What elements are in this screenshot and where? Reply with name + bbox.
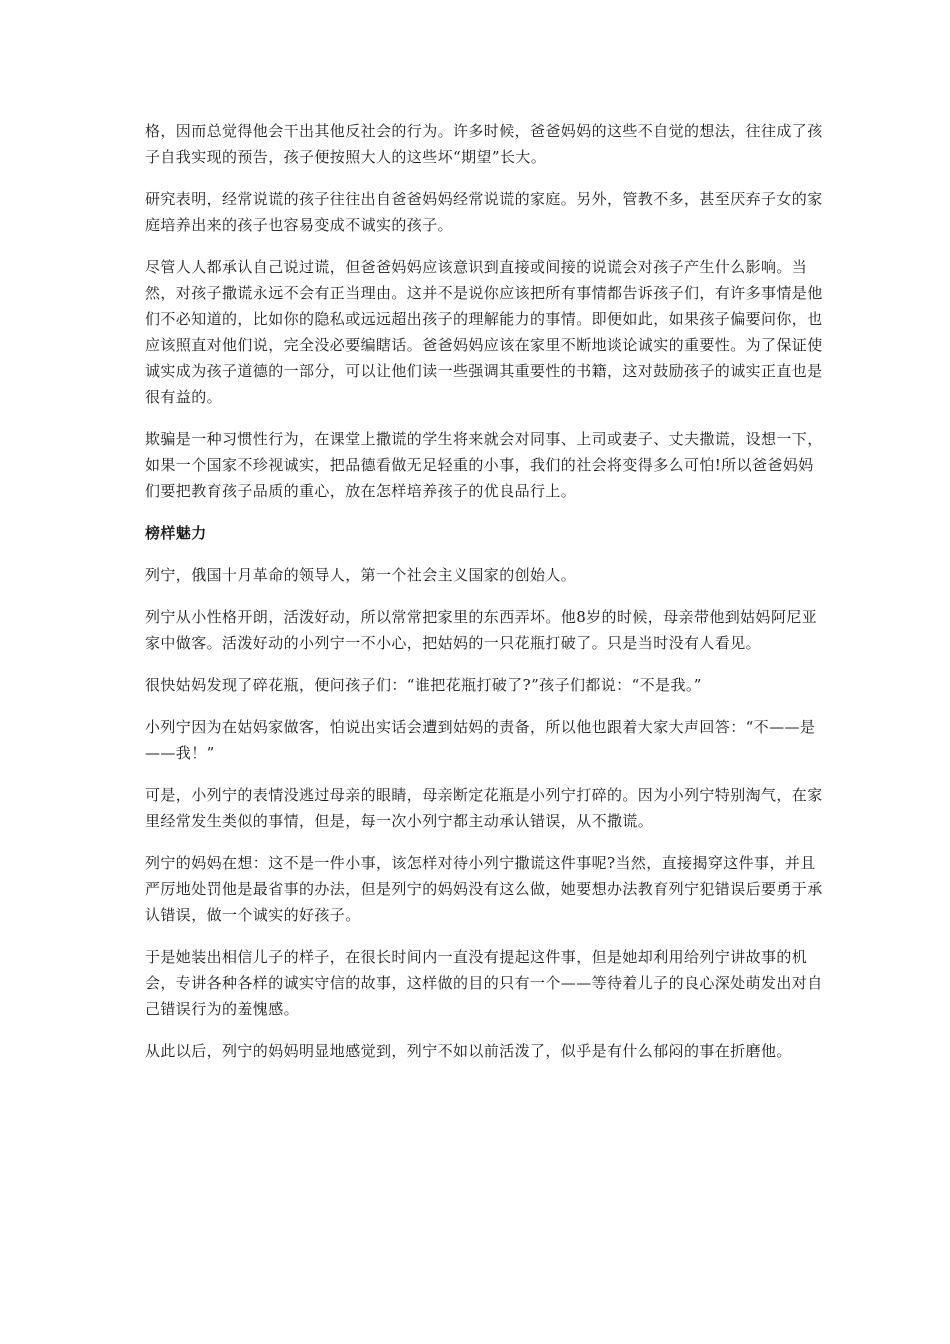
paragraph: 于是她装出相信儿子的样子，在很长时间内一直没有提起这件事，但是她却利用给列宁讲故事的机会，专讲各种各样的诚实守信的故事，这样做的目的只有一个——等待着儿子的良心深处萌发出对自己错误行为的羞愧感。 [145,948,823,1018]
paragraph: 从此以后，列宁的妈妈明显地感觉到，列宁不如以前活泼了，似乎是有什么郁闷的事在折磨他。 [145,1042,792,1060]
paragraph: 小列宁因为在姑妈家做客，怕说出实话会遭到姑妈的责备，所以他也跟着大家大声回答：“不——是——我！” [145,718,816,762]
paragraph: 尽管人人都承认自己说过谎，但爸爸妈妈应该意识到直接或间接的说谎会对孩子产生什么影响。当然，对孩子撒谎永远不会有正当理由。这并不是说你应该把所有事情都告诉孩子们，有许多事情是他们不必知道的，比如你的隐私或远远超出孩子的理解能力的事情。即便如此，如果孩子偏要问你，也应该照直对他们说，完全没必要编瞎话。爸爸妈妈应该在家里不断地谈论诚实的重要性。为了保证使诚实成为孩子道德的一部分，可以让他们读一些强调其重要性的书籍，这对鼓励孩子的诚实正直也是很有益的。 [145,258,823,406]
paragraph: 列宁从小性格开朗，活泼好动，所以常常把家里的东西弄坏。他8岁的时候，母亲带他到姑妈阿尼亚家中做客。活泼好动的小列宁一不小心，把姑妈的一只花瓶打破了。只是当时没有人看见。 [145,608,818,652]
document-body [145,118,825,1080]
paragraph: 可是，小列宁的表情没逃过母亲的眼睛，母亲断定花瓶是小列宁打碎的。因为小列宁特别淘气，在家里经常发生类似的事情，但是，每一次小列宁都主动承认错误，从不撒谎。 [145,786,823,830]
paragraph: 列宁的妈妈在想：这不是一件小事，该怎样对待小列宁撒谎这件事呢?当然，直接揭穿这件事，并且严厉地处罚他是最省事的办法，但是列宁的妈妈没有这么做，她要想办法教育列宁犯错误后要勇于承认错误，做一个诚实的好孩子。 [145,854,823,924]
paragraph: 列宁，俄国十月革命的领导人，第一个社会主义国家的创始人。 [145,566,577,584]
paragraph: 研究表明，经常说谎的孩子往往出自爸爸妈妈经常说谎的家庭。另外，管教不多，甚至厌弃子女的家庭培养出来的孩子也容易变成不诚实的孩子。 [145,190,823,234]
paragraph: 欺骗是一种习惯性行为，在课堂上撒谎的学生将来就会对同事、上司或妻子、丈夫撒谎，设想一下，如果一个国家不珍视诚实，把品德看做无足轻重的小事，我们的社会将变得多么可怕!所以爸爸妈妈们要把教育孩子品质的重心，放在怎样培养孩子的优良品行上。 [145,430,823,500]
paragraph: 很快姑妈发现了碎花瓶，便问孩子们：“谁把花瓶打破了?”孩子们都说：“不是我。” [145,676,702,694]
paragraph: 格，因而总觉得他会干出其他反社会的行为。许多时候，爸爸妈妈的这些不自觉的想法，往往成了孩子自我实现的预告，孩子便按照大人的这些坏“期望”长大。 [145,122,823,166]
section-heading: 榜样魅力 [145,524,207,542]
